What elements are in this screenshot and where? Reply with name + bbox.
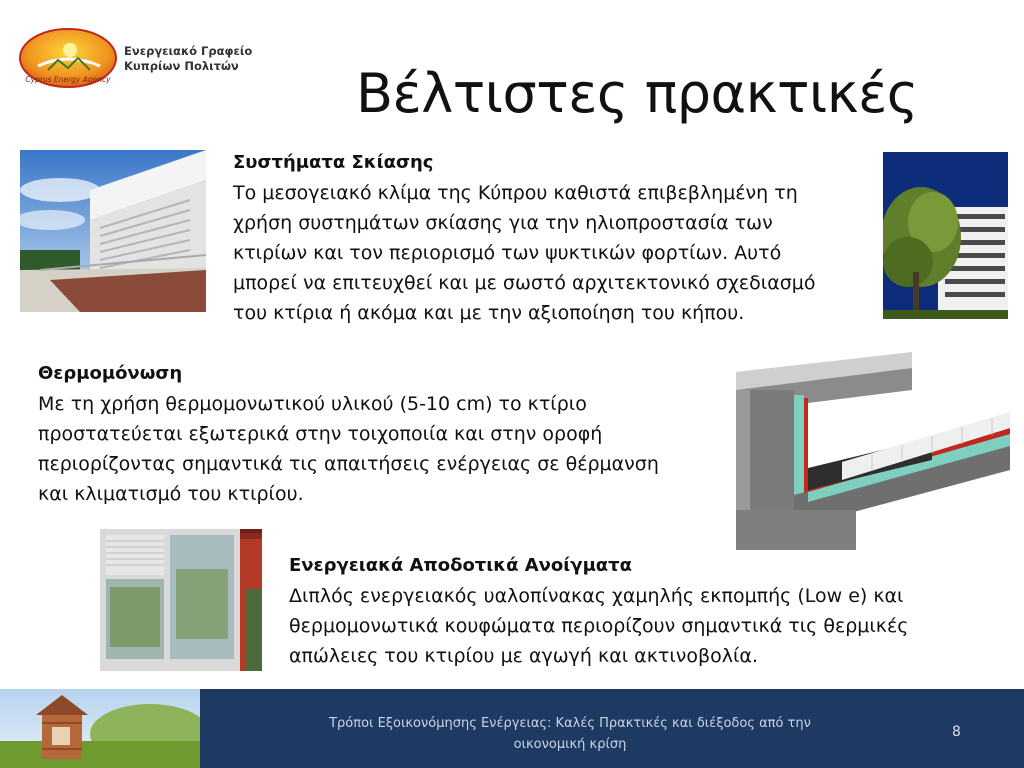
tree-building-photo — [883, 152, 1008, 319]
logo-name — [124, 44, 252, 74]
shading-line: χρήση συστημάτων σκίασης για την ηλιοπροστασία των — [233, 212, 773, 234]
openings-line: απώλειες του κτιρίου με αγωγή και ακτινοβολία. — [289, 645, 758, 667]
slide-title: Βέλτιστες πρακτικές — [356, 62, 918, 125]
insulation-line: Με τη χρήση θερμομονωτικού υλικού (5-10 cm) το κτίριο — [38, 393, 587, 415]
page-number: 8 — [952, 724, 961, 740]
shading-section — [233, 148, 815, 328]
logo-name-line2: Κυπρίων Πολιτών — [124, 59, 239, 73]
insulation-heading: Θερμομόνωση — [38, 363, 183, 384]
shading-photo — [20, 150, 206, 312]
windows-photo — [100, 529, 262, 671]
insulation-line: περιορίζοντας σημαντικά τις απαιτήσεις ενέργειας σε θέρμανση — [38, 453, 659, 475]
openings-section — [289, 551, 908, 671]
insulation-section — [38, 359, 659, 509]
shading-line: Το μεσογειακό κλίμα της Κύπρου καθιστά επιβεβλημένη τη — [233, 182, 798, 204]
footer-house-photo — [0, 689, 200, 768]
insulation-diagram-photo — [732, 350, 1010, 550]
openings-heading: Ενεργειακά Αποδοτικά Ανοίγματα — [289, 555, 633, 576]
insulation-line: προστατεύεται εξωτερικά στην τοιχοποιία και στην οροφή — [38, 423, 603, 445]
shading-line: του κτίρια ή ακόμα και με την αξιοποίηση του κήπου. — [233, 302, 745, 324]
sun-logo-icon — [18, 26, 122, 90]
shading-heading: Συστήματα Σκίασης — [233, 152, 434, 173]
footer-caption-line1: Τρόποι Εξοικονόμησης Ενέργειας: Καλές Πρακτικές και διέξοδος από την — [329, 716, 811, 731]
logo-ring-text: Cyprus Energy Agency — [25, 75, 111, 84]
footer-caption — [300, 713, 840, 755]
insulation-line: και κλιματισμό του κτιρίου. — [38, 483, 304, 505]
logo-name-line1: Ενεργειακό Γραφείο — [124, 44, 253, 58]
shading-line: μπορεί να επιτευχθεί και με σωστό αρχιτεκτονικό σχεδιασμό — [233, 272, 816, 294]
footer-caption-line2: οικονομική κρίση — [513, 737, 627, 752]
shading-line: κτιρίων και τον περιορισμό των ψυκτικών φορτίων. Αυτό — [233, 242, 782, 264]
openings-line: Διπλός ενεργειακός υαλοπίνακας χαμηλής εκπομπής (Low e) και — [289, 585, 904, 607]
openings-line: θερμομονωτικά κουφώματα περιορίζουν σημαντικά τις θερμικές — [289, 615, 909, 637]
